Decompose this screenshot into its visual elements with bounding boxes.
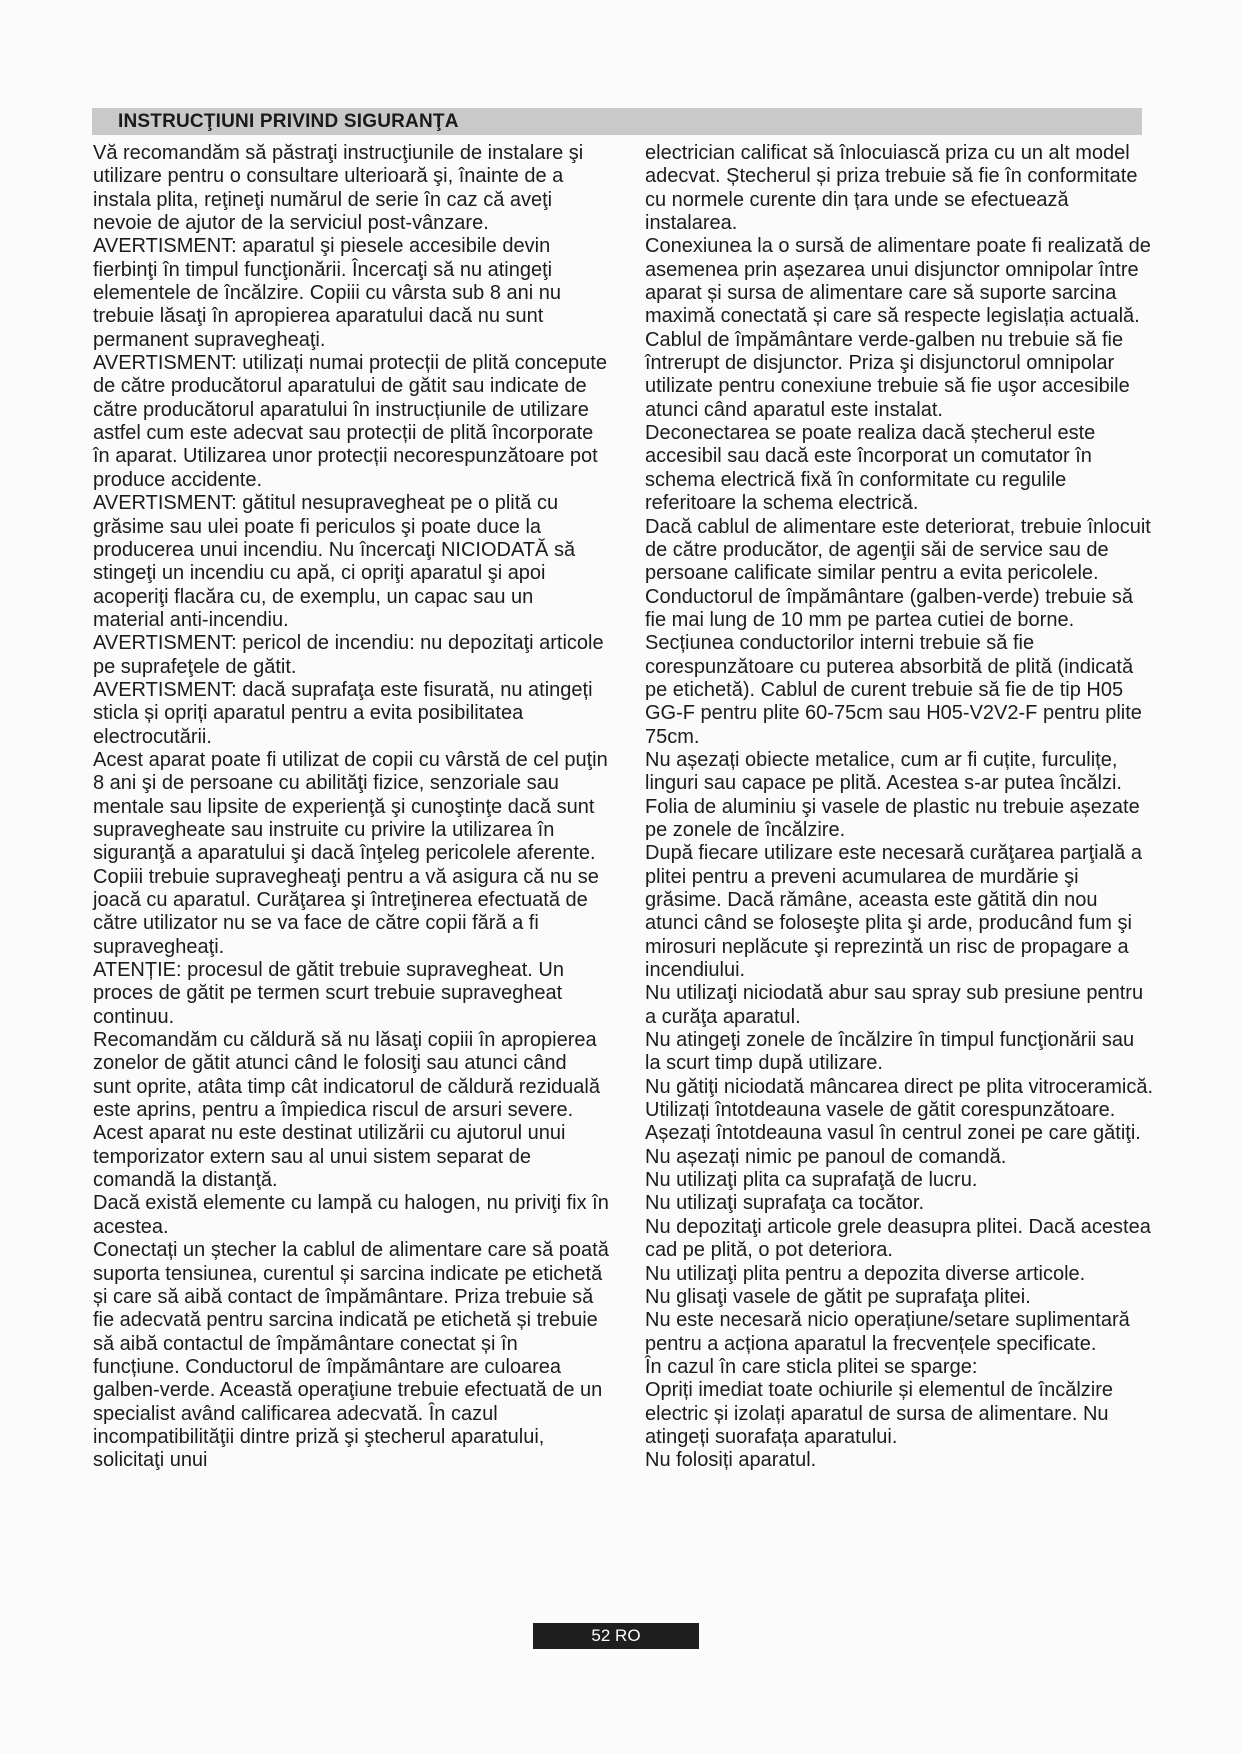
paragraph: În cazul în care sticla plitei se sparge: [645,1355,978,1378]
paragraph: Nu utilizaţi niciodată abur sau spray sub presiune pentru a curăţa aparatul. [645,982,1144,1028]
paragraph: Utilizați întotdeauna vasele de gătit corespunzătoare. [645,1099,1116,1122]
left-text-column [93,142,609,1473]
paragraph: AVERTISMENT: utilizați numai protecții de plită concepute de către producătorul aparatului de gătit sau indicate de către producătorul aparatului în instrucțiunile de utilizare astfel cum este adecvat sau protecții de plită încorporate în aparat. Utilizarea unor protecții necorespunzătoare pot produce accidente. [93,352,607,491]
paragraph: AVERTISMENT: gătitul nesupravegheat pe o plită cu grăsime sau ulei poate fi periculos şi poate duce la producerea unui incendiu. Nu încercaţi NICIODATĂ să stingeţi un incendiu cu apă, ci opriţi aparatul şi apoi acoperiţi flacăra cu, de exemplu, un capac sau un material anti-incendiu. [93,492,576,631]
paragraph: Nu este necesară nicio operațiune/setare suplimentară pentru a acționa aparatul la frecvențele specificate. [645,1309,1130,1355]
section-title: INSTRUCŢIUNI PRIVIND SIGURANŢA [118,111,459,132]
paragraph: Recomandăm cu căldură să nu lăsaţi copiii în apropierea zonelor de gătit atunci când le folosiţi sau atunci când sunt oprite, atâta timp cât indicatorul de căldură reziduală este aprins, pentru a împiedica riscul de arsuri severe. [93,1029,600,1122]
paragraph: Deconectarea se poate realiza dacă ștecherul este accesibil sau dacă este încorporat un comutator în schema electrică fixă în conformitate cu regulile referitoare la schema electrică. [645,422,1096,515]
paragraph: Dacă există elemente cu lampă cu halogen, nu priviţi fix în acestea. [93,1192,609,1238]
right-text-column [645,142,1155,1473]
paragraph: Nu utilizaţi suprafaţa ca tocător. [645,1192,925,1215]
paragraph: Nu depozitaţi articole grele deasupra plitei. Dacă acestea cad pe plită, o pot deteriora. [645,1215,1151,1262]
paragraph: Acest aparat nu este destinat utilizării cu ajutorul unui temporizator extern sau al unui sistem separat de comandă la distanţă. [93,1122,566,1192]
paragraph: Nu gătiţi niciodată mâncarea direct pe plita vitroceramică. [645,1075,1154,1098]
paragraph: Conectați un ștecher la cablul de alimentare care să poată suporta tensiunea, curentul și sarcina indicate pe etichetă și care să aibă contact de împământare. Priza trebuie să fie adecvată pentru sarcina indicată pe etichetă și trebuie să aibă contactul de împământare conectat și în funcțiune. Conductorul de împământare are culoarea galben-verde. Această operaţiune trebuie efectuată de un specialist având calificarea adecvată. În cazul incompatibilităţii dintre priză şi ştecherul aparatului, solicitaţi unui [93,1239,609,1472]
paragraph: AVERTISMENT: pericol de incendiu: nu depozitaţi articole pe suprafeţele de gătit. [93,632,604,678]
paragraph: După fiecare utilizare este necesară curăţarea parţială a plitei pentru a preveni acumularea de murdărie şi grăsime. Dacă rămâne, aceasta este gătită din nou atunci când se foloseşte plita şi arde, producând fum şi mirosuri neplăcute şi reprezintă un risc de propagare a incendiului. [645,842,1142,982]
paragraph: Vă recomandăm să păstraţi instrucţiunile de instalare şi utilizare pentru o consultare ulterioară şi, înainte de a instala plita, reţineţi numărul de serie în caz că aveţi nevoie de ajutor de la serviciul post-vânzare. [93,142,584,235]
paragraph: AVERTISMENT: dacă suprafaţa este fisurată, nu atingeți sticla și opriți aparatul pentru a evita posibilitatea electrocutării. [93,678,593,748]
paragraph: Nu utilizaţi plita ca suprafaţă de lucru. [645,1169,978,1192]
paragraph: Nu utilizaţi plita pentru a depozita diverse articole. [645,1262,1086,1285]
paragraph: Folia de aluminiu şi vasele de plastic nu trebuie așezate pe zonele de încălzire. [645,795,1140,841]
paragraph: electrician calificat să înlocuiască priza cu un alt model adecvat. Ștecherul și priza trebuie să fie în conformitate cu normele curente din țara unde se efectuează instalarea. [645,142,1138,235]
paragraph: Conexiunea la o sursă de alimentare poate fi realizată de asemenea prin așezarea unui disjunctor omnipolar între aparat și sursa de alimentare care să suporte sarcina maximă conectată și care să respecte legislația actuală. [645,235,1151,328]
paragraph: Copiii trebuie supravegheaţi pentru a vă asigura că nu se joacă cu aparatul. Curăţarea şi întreţinerea efectuată de către utilizator nu se va face de către copii fără a fi supravegheaţi. [93,865,599,958]
paragraph: Așezați întotdeauna vasul în centrul zonei pe care gătiţi. Nu așezați nimic pe panoul de comandă. [645,1122,1141,1168]
page-number-bar [533,1623,699,1649]
paragraph: Nu așezați obiecte metalice, cum ar fi cuțite, furculițe, linguri sau capace pe plită. Acestea s-ar putea încălzi. [645,748,1122,795]
paragraph: Nu atingeţi zonele de încălzire în timpul funcţionării sau la scurt timp după utilizare. [645,1029,1135,1075]
paragraph: Nu glisaţi vasele de gătit pe suprafaţa plitei. [645,1285,1031,1308]
paragraph: Opriți imediat toate ochiurile și elementul de încălzire electric și izolați aparatul de sursa de alimentare. Nu atingeți suorafața aparatului. [645,1379,1113,1448]
paragraph: Acest aparat poate fi utilizat de copii cu vârstă de cel puţin 8 ani şi de persoane cu abilităţi fizice, senzoriale sau mentale sau lipsite de experienţă şi cunoştinţe dacă sunt supravegheate sau instruite cu privire la utilizarea în siguranţă a aparatului şi dacă înţeleg pericolele aferente. [93,748,608,865]
section-header-bar [92,108,1142,135]
paragraph: Dacă cablul de alimentare este deteriorat, trebuie înlocuit de către producător, de agenţii săi de service sau de persoane calificate similar pentru a evita pericolele. Conductorul de împământare (galben-verde) trebuie să fie mai lung de 10 mm pe partea cutiei de borne. Secțiunea conductorilor interni trebuie să fie corespunzătoare cu puterea absorbită de plită (indicată pe etichetă). Cablul de curent trebuie să fie de tip H05 GG-F pentru plite 60-75cm sau H05-V2V2-F pentru plite 75cm. [645,515,1151,748]
paragraph: Nu folosiți aparatul. [645,1449,817,1472]
paragraph: Cablul de împământare verde-galben nu trebuie să fie întrerupt de disjunctor. Priza şi disjunctorul omnipolar utilizate pentru conexiune trebuie să fie uşor accesibile atunci când aparatul este instalat. [645,328,1130,421]
page-number: 52 RO [591,1626,641,1645]
paragraph: ATENȚIE: procesul de gătit trebuie supravegheat. Un proces de gătit pe termen scurt trebuie supravegheat continuu. [93,959,564,1028]
paragraph: AVERTISMENT: aparatul şi piesele accesibile devin fierbinţi în timpul funcţionării. Încercaţi să nu atingeţi elementele de încălzire. Copiii cu vârsta sub 8 ani nu trebuie lăsaţi în apropierea aparatului dacă nu sunt permanent supravegheaţi. [93,235,562,351]
